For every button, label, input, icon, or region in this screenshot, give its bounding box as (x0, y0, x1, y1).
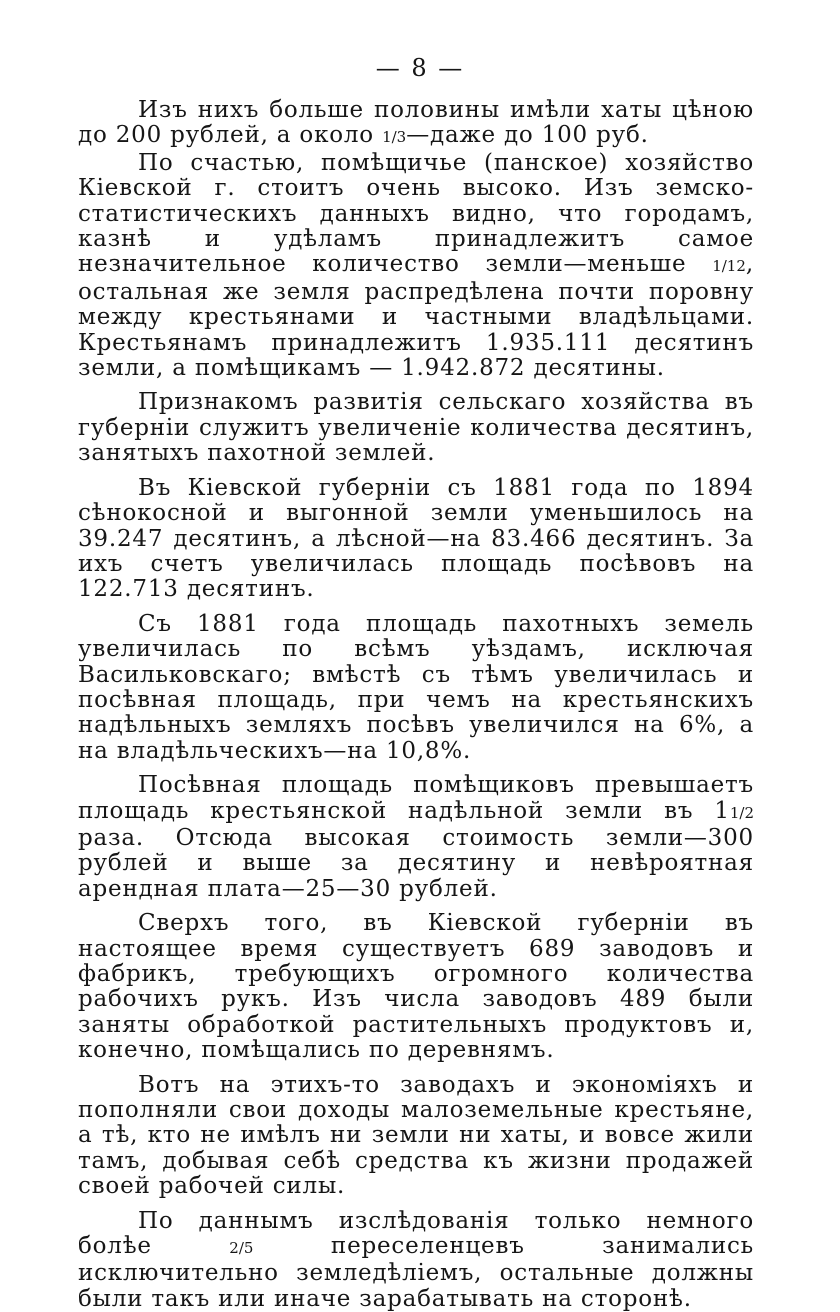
text-run: По счастью, помѣщичье (панское) хозяйство Кіевской г. стоитъ очень высоко. Изъ земско-статистическихъ данныхъ видно, что городамъ, казнѣ и удѣламъ принадлежитъ самое незначительное количество земли—меньше (78, 149, 754, 278)
fraction: 1/12 (712, 257, 746, 276)
text-run: переселенцевъ занимались исключительно земледѣліемъ, остальные должны были такъ или иначе зарабатывать на сторонѣ. (78, 1233, 754, 1312)
paragraph (78, 773, 754, 902)
text-run: Вотъ на этихъ-то заводахъ и экономіяхъ и пополняли свои доходы малоземельные крестьяне, а тѣ, кто не имѣлъ ни земли ни хаты, и вовсе жили тамъ, добывая себѣ средства къ жизни продажей своей рабочей силы. (78, 1071, 754, 1200)
paragraph (78, 1073, 754, 1200)
paragraph (78, 151, 754, 382)
text-run: —даже до 100 руб. (406, 122, 649, 149)
paragraph (78, 476, 754, 603)
paragraph (78, 390, 754, 466)
text-run: Сверхъ того, въ Кіевской губерніи въ настоящее время существуетъ 689 заводовъ и фабрикъ, требующихъ огромного количества рабочихъ рукъ. Изъ числа заводовъ 489 были заняты обработкой растительныхъ продуктовъ и, конечно, помѣщались по деревнямъ. (78, 910, 754, 1064)
page-number: — 8 — (375, 54, 465, 82)
text-run: Съ 1881 года площадь пахотныхъ земель увеличилась по всѣмъ уѣздамъ, исключая Васильковскаго; вмѣстѣ съ тѣмъ увеличилась и посѣвная площадь, при чемъ на крестьянскихъ надѣльныхъ земляхъ посѣвъ увеличился на 6%, а на владѣльческихъ—на 10,8%. (78, 610, 754, 764)
paragraph (78, 612, 754, 764)
text-run: Посѣвная площадь помѣщиковъ превышаетъ площадь крестьянской надѣльной земли въ 1 (78, 772, 754, 824)
body-text (78, 98, 754, 1312)
text-run: , остальная же земля распредѣлена почти поровну между крестьянами и частными владѣльцами. Крестьянамъ принадлежитъ 1.935.111 десятинъ земли, а помѣщикамъ — 1.942.872 десятины. (78, 251, 754, 382)
text-run: раза. Отсюда высокая стоимость земли—300 рублей и выше за десятину и невѣроятная арендная плата—25—30 рублей. (78, 824, 754, 902)
paragraph (78, 98, 754, 151)
text-run: По даннымъ изслѣдованія только немного болѣе (78, 1207, 754, 1260)
text-run: Въ Кіевской губерніи съ 1881 года по 1894 сѣнокосной и выгонной земли уменьшилось на 39.247 десятинъ, а лѣсной—на 83.466 десятинъ. За ихъ счетъ увеличилась площадь посѣвовъ на 122.713 десятинъ. (78, 474, 754, 603)
fraction: 2/5 (229, 1239, 254, 1258)
paragraph (78, 911, 754, 1063)
fraction: 1/3 (382, 128, 407, 147)
text-run: Изъ нихъ больше половины имѣли хаты цѣною до 200 рублей, а около (78, 97, 754, 149)
text-run: Признакомъ развитія сельскаго хозяйства въ губерніи служитъ увеличеніе количества десятинъ, занятыхъ пахотной землей. (78, 389, 754, 467)
fraction: 1/2 (729, 803, 754, 822)
paragraph (78, 1209, 754, 1312)
